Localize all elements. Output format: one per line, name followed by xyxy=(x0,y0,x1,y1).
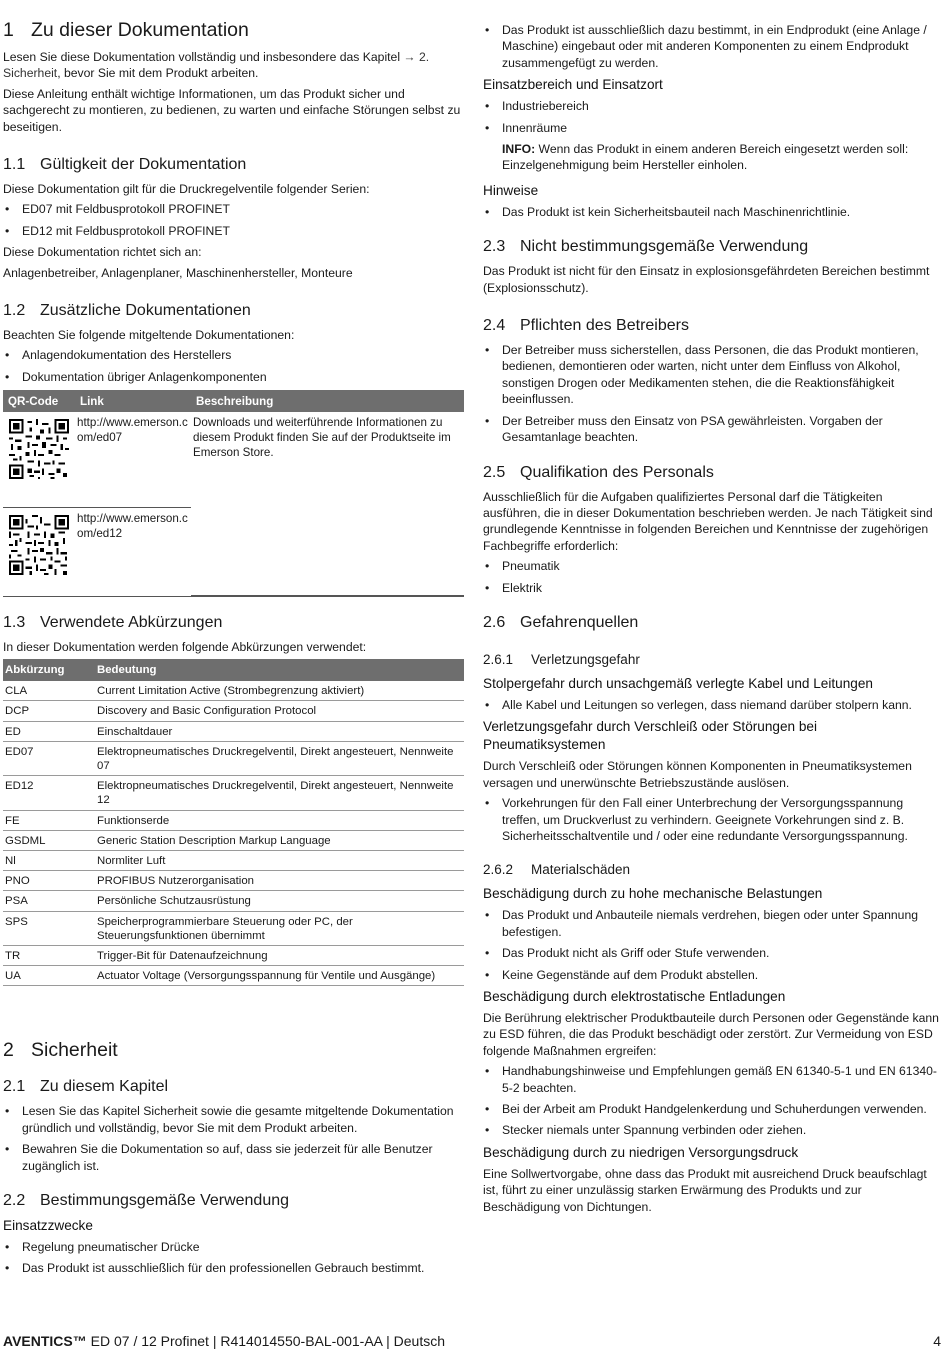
section-title: Qualifikation des Personals xyxy=(520,463,714,481)
subheading: Beschädigung durch zu niedrigen Versorgungsdruck xyxy=(483,1144,799,1160)
section-title: Nicht bestimmungsgemäße Verwendung xyxy=(520,238,809,256)
meaning-cell: Current Limitation Active (Strombegrenzung aktiviert) xyxy=(95,681,464,701)
list-item: • Der Betreiber muss den Einsatz von PSA gewährleisten. Vorgaben der Gesamtanlage beachten. xyxy=(483,413,942,446)
meaning-cell: Actuator Voltage (Versorgungsspannung für Ventile und Ausgänge) xyxy=(95,966,464,986)
paragraph: Eine Sollwertvorgabe, ohne dass das Produkt mit ausreichend Druck beaufschlagt ist, führt zu einer unzulässig starken Erwärmung des Produkts und zur Beschädigung von Dichtungen. xyxy=(483,1166,927,1214)
meaning-cell: Normliter Luft xyxy=(95,851,464,871)
section-number: 2.2 xyxy=(3,1192,26,1210)
section-title: Zu dieser Dokumentation xyxy=(31,19,249,41)
section-2-6-1-heading xyxy=(483,651,942,669)
paragraph-text: Lesen Sie diese Dokumentation vollständig und insbesondere das Kapitel xyxy=(3,50,404,64)
bullet-list xyxy=(483,98,942,136)
abbreviation-cell: Nl xyxy=(3,851,95,871)
paragraph xyxy=(3,49,464,82)
subheading: Verletzungsgefahr durch Verschleiß oder Störungen bei Pneumatiksystemen xyxy=(483,719,818,753)
documentation-table xyxy=(3,390,464,596)
meaning-cell: Einschaltdauer xyxy=(95,721,464,741)
list-item: • Anlagendokumentation des Herstellers xyxy=(3,347,464,363)
paragraph: Die Berührung elektrischer Produktbauteile durch Personen oder Gegenstände kann zu ESD führen, die das Produkt beschädigt oder zerstört. Zur Vermeidung von ESD folgende Maßnahmen ergreifen: xyxy=(483,1011,939,1058)
section-title: Gültigkeit der Dokumentation xyxy=(40,156,247,174)
list-item: • Keine Gegenstände auf dem Produkt abstellen. xyxy=(483,967,942,983)
section-title: Sicherheit xyxy=(31,1039,118,1062)
list-item: • Das Produkt nicht als Griff oder Stufe verwenden. xyxy=(483,945,942,961)
left-column xyxy=(3,18,464,1282)
section-2-6-2-heading xyxy=(483,861,942,879)
bullet-list xyxy=(483,697,942,713)
table-row xyxy=(3,891,464,911)
page-footer xyxy=(3,1332,945,1350)
section-number: 1.3 xyxy=(3,613,26,631)
section-2-3-heading xyxy=(483,237,942,257)
column-header: Beschreibung xyxy=(191,390,464,412)
table-row xyxy=(3,946,464,966)
abbreviation-cell: GSDML xyxy=(3,830,95,850)
table-row xyxy=(3,830,464,850)
bullet-list xyxy=(483,795,942,844)
meaning-cell: Generic Station Description Markup Language xyxy=(95,830,464,850)
column-header: Abkürzung xyxy=(3,659,95,681)
abbreviation-cell: SPS xyxy=(3,911,95,945)
list-item: • Lesen Sie das Kapitel Sicherheit sowie die gesamte mitgeltende Dokumentation gründlich und vollständig, bevor Sie mit dem Produkt arbeiten. xyxy=(3,1103,464,1136)
meaning-cell: PROFIBUS Nutzerorganisation xyxy=(95,871,464,891)
column-header: Bedeutung xyxy=(95,659,464,681)
meaning-cell: Persönliche Schutzausrüstung xyxy=(95,891,464,911)
description-cell: Downloads und weiterführende Informationen zu diesem Produkt finden Sie auf der Produktseite im Emerson Store. xyxy=(191,412,464,595)
footer-text: ED 07 / 12 Profinet | R414014550-BAL-001-AA | Deutsch xyxy=(86,1333,446,1349)
list-item: • Dokumentation übriger Anlagenkomponenten xyxy=(3,369,464,385)
qr-code-cell xyxy=(3,412,75,508)
section-2-4-heading xyxy=(483,316,942,336)
column-header: QR-Code xyxy=(3,390,75,412)
right-column xyxy=(483,22,942,1219)
bullet-list xyxy=(483,204,942,220)
table-row xyxy=(3,776,464,810)
section-number: 2.6.2 xyxy=(483,862,514,878)
meaning-cell: Trigger-Bit für Datenaufzeichnung xyxy=(95,946,464,966)
section-number: 2.6 xyxy=(483,613,506,631)
meaning-cell: Elektropneumatisches Druckregelventil, Direkt angesteuert, Nennweite 12 xyxy=(95,776,464,810)
section-1-1-heading xyxy=(3,155,464,175)
section-2-6-heading xyxy=(483,613,942,633)
paragraph: Durch Verschleiß oder Störungen können Komponenten in Pneumatiksystemen versagen und unerwünschte Betriebszustände auslösen. xyxy=(483,759,912,790)
section-1-2-heading xyxy=(3,301,464,321)
abbreviation-cell: FE xyxy=(3,810,95,830)
abbreviation-cell: ED12 xyxy=(3,776,95,810)
list-item: • Das Produkt und Anbauteile niemals verdrehen, biegen oder unter Spannung befestigen. xyxy=(483,907,942,940)
paragraph-text: , bevor Sie mit dem Produkt arbeiten. xyxy=(57,66,259,81)
section-title: Zu diesem Kapitel xyxy=(40,1078,169,1096)
paragraph: Anlagenbetreiber, Anlagenplaner, Maschinenhersteller, Monteure xyxy=(3,265,353,280)
section-2-5-heading xyxy=(483,463,942,483)
abbreviation-cell: UA xyxy=(3,966,95,986)
subheading: Beschädigung durch zu hohe mechanische Belastungen xyxy=(483,886,823,902)
paragraph: Ausschließlich für die Aufgaben qualifiziertes Personal darf die Tätigkeiten ausführen, die in dieser Dokumentation beschrieben werden. Je nach Tätigkeit sind grundlegende Kenntnisse in folgenden Bereichen und Kenntnisse der zugehörigen Fachbegriffe erforderlich: xyxy=(483,489,933,553)
list-item: • Handhabungshinweise und Empfehlungen gemäß EN 61340-5-1 und EN 61340-5-2 beachten. xyxy=(483,1063,942,1096)
info-note xyxy=(483,141,942,174)
paragraph: Beachten Sie folgende mitgeltende Dokumentationen: xyxy=(3,328,295,343)
section-number: 2.6.1 xyxy=(483,651,514,667)
list-item: • Regelung pneumatischer Drücke xyxy=(3,1239,464,1255)
link-cell[interactable]: http://www.emerson.com/ed07 xyxy=(75,412,191,508)
table-row xyxy=(3,966,464,986)
section-1-3-heading xyxy=(3,613,464,633)
abbreviation-cell: ED07 xyxy=(3,741,95,775)
section-title: Bestimmungsgemäße Verwendung xyxy=(40,1192,290,1210)
link-cell[interactable]: http://www.emerson.com/ed12 xyxy=(77,512,188,541)
abbreviation-cell: DCP xyxy=(3,701,95,721)
list-item: • Das Produkt ist kein Sicherheitsbauteil nach Maschinenrichtlinie. xyxy=(483,204,942,220)
section-2-heading xyxy=(3,1038,464,1062)
bullet-list xyxy=(483,558,942,596)
list-item: • Alle Kabel und Leitungen so verlegen, dass niemand darüber stolpern kann. xyxy=(483,697,942,713)
info-text: Wenn das Produkt in einem anderen Bereich eingesetzt werden soll: Einzelgenehmigung beim Hersteller einholen. xyxy=(502,142,909,173)
list-item: • Der Betreiber muss sicherstellen, dass Personen, die das Produkt montieren, bedienen, demontieren oder warten, nicht unter dem Einfluss von Alkohol, sonstigen Drogen oder Medikamenten stehen, die die Reaktionsfähigkeit beeinflussen. xyxy=(483,342,942,408)
abbreviation-cell: PNO xyxy=(3,871,95,891)
list-item: • Pneumatik xyxy=(483,558,942,574)
bullet-list xyxy=(483,22,942,71)
bullet-list xyxy=(483,1063,942,1139)
list-item: • Das Produkt ist ausschließlich dazu bestimmt, in ein Endprodukt (eine Anlage / Maschine) eingebaut oder mit anderen Komponenten zu einem Endprodukt zusammengefügt zu werden. xyxy=(483,22,942,71)
table-row xyxy=(3,681,464,701)
bullet-list xyxy=(3,1103,464,1174)
list-item: • Elektrik xyxy=(483,580,942,596)
section-number: 2 xyxy=(3,1039,14,1062)
table-row xyxy=(3,851,464,871)
brand-name: AVENTICS™ xyxy=(3,1333,87,1349)
table-row xyxy=(3,911,464,945)
abbreviation-cell: ED xyxy=(3,721,95,741)
qr-code-cell xyxy=(3,508,75,596)
subheading: Hinweise xyxy=(483,182,539,198)
abbreviation-cell: PSA xyxy=(3,891,95,911)
meaning-cell: Elektropneumatisches Druckregelventil, Direkt angesteuert, Nennweite 07 xyxy=(95,741,464,775)
paragraph: Diese Dokumentation gilt für die Druckregelventile folgender Serien: xyxy=(3,182,370,197)
subheading: Beschädigung durch elektrostatische Entladungen xyxy=(483,989,786,1004)
abbreviation-cell: CLA xyxy=(3,681,95,701)
list-item: • Stecker niemals unter Spannung verbinden oder ziehen. xyxy=(483,1122,942,1138)
meaning-cell: Discovery and Basic Configuration Protocol xyxy=(95,701,464,721)
abbreviation-cell: TR xyxy=(3,946,95,966)
qr-code-image[interactable] xyxy=(9,419,69,479)
section-title: Materialschäden xyxy=(531,862,631,878)
section-number: 1.2 xyxy=(3,302,26,320)
section-title: Verletzungsgefahr xyxy=(531,651,640,667)
subheading: Einsatzbereich und Einsatzort xyxy=(483,77,663,93)
bullet-list xyxy=(3,347,464,385)
section-title: Zusätzliche Dokumentationen xyxy=(40,302,251,320)
section-number: 2.1 xyxy=(3,1078,26,1096)
qr-code-image[interactable] xyxy=(9,515,69,575)
list-item: • Vorkehrungen für den Fall einer Unterbrechung der Versorgungsspannung treffen, um Druckverlust zu verhindern. Geeignete Vorkehrungen sind z. B. Sicherheitsschaltventile und / oder eine redundante Versorgungsspannung. xyxy=(483,795,942,844)
subheading: Stolpergefahr durch unsachgemäß verlegte Kabel und Leitungen xyxy=(483,675,873,691)
section-title: Verwendete Abkürzungen xyxy=(40,613,223,631)
section-number: 2.3 xyxy=(483,238,506,256)
section-number: 1 xyxy=(3,19,14,41)
section-number: 2.4 xyxy=(483,317,506,335)
list-item: • Das Produkt ist ausschließlich für den professionellen Gebrauch bestimmt. xyxy=(3,1260,464,1276)
cross-reference-link[interactable]: → 2. Sicherheit xyxy=(3,50,430,81)
section-2-2-heading xyxy=(3,1191,464,1211)
bullet-list xyxy=(483,907,942,983)
meaning-cell: Speicherprogrammierbare Steuerung oder PC, der Steuerungsfunktionen übernimmt xyxy=(95,911,464,945)
paragraph: Diese Anleitung enthält wichtige Informationen, um das Produkt sicher und sachgerecht zu montieren, zu bedienen, zu warten und einfache Störungen selbst zu beseitigen. xyxy=(3,86,461,134)
section-title: Pflichten des Betreibers xyxy=(520,317,689,335)
table-row xyxy=(3,810,464,830)
subheading: Einsatzzwecke xyxy=(3,1218,93,1234)
bullet-list xyxy=(3,1239,464,1277)
list-item: • Bewahren Sie die Dokumentation so auf, dass sie jederzeit für alle Benutzer zugänglich ist. xyxy=(3,1141,464,1174)
list-item: • Bei der Arbeit am Produkt Handgelenkerdung und Schuherdungen verwenden. xyxy=(483,1101,942,1117)
section-title: Gefahrenquellen xyxy=(520,613,639,631)
list-item: • Industriebereich xyxy=(483,98,942,114)
section-1-heading xyxy=(3,18,464,42)
table-row xyxy=(3,701,464,721)
list-item: • ED12 mit Feldbusprotokoll PROFINET xyxy=(3,223,464,239)
column-header: Link xyxy=(75,390,191,412)
page-number: 4 xyxy=(933,1333,941,1349)
bullet-list xyxy=(3,201,464,239)
bullet-list xyxy=(483,342,942,445)
table-row xyxy=(3,412,464,508)
list-item: • Innenräume xyxy=(483,120,942,136)
abbreviation-table xyxy=(3,659,464,986)
section-2-1-heading xyxy=(3,1077,464,1097)
meaning-cell: Funktionserde xyxy=(95,810,464,830)
section-number: 2.5 xyxy=(483,463,506,481)
table-row xyxy=(3,741,464,775)
paragraph: In dieser Dokumentation werden folgende Abkürzungen verwendet: xyxy=(3,639,367,654)
table-row xyxy=(3,871,464,891)
paragraph: Das Produkt ist nicht für den Einsatz in explosionsgefährdeten Bereichen bestimmt (Explosionsschutz). xyxy=(483,264,930,295)
table-row xyxy=(3,721,464,741)
list-item: • ED07 mit Feldbusprotokoll PROFINET xyxy=(3,201,464,217)
info-label: INFO: xyxy=(502,142,536,157)
paragraph: Diese Dokumentation richtet sich an: xyxy=(3,245,202,260)
section-number: 1.1 xyxy=(3,156,26,174)
